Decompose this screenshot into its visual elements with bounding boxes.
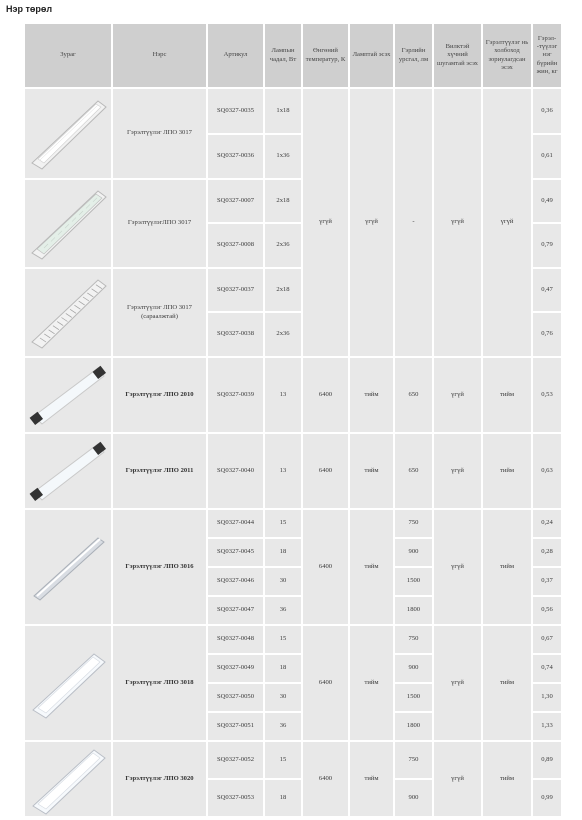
length-cell: 1500 [395,568,432,595]
length-cell: 900 [395,539,432,566]
with-lamp-cell: тийм [350,742,393,816]
tube-lamp-icon [28,358,108,432]
power-cell: 30 [265,568,301,595]
weight-cell: 0,79 [533,224,561,267]
length-cell: 900 [395,655,432,682]
table-row [25,626,561,653]
power-cell: 2x18 [265,269,301,311]
table-row [25,89,561,133]
with-lamp-cell: тийм [350,626,393,740]
color-temp-cell: үгүй [303,89,348,356]
weight-cell: 0,53 [533,358,561,432]
weight-cell: 0,28 [533,539,561,566]
weight-cell: 0,49 [533,180,561,222]
product-table [23,22,563,818]
switch-cell: үгүй [434,434,481,508]
table-row [25,742,561,778]
power-cell: 18 [265,780,301,816]
color-temp-cell: 6400 [303,510,348,624]
product-photo [25,510,111,624]
power-cell: 30 [265,684,301,711]
weight-cell: 0,24 [533,510,561,537]
header-weight: Гэрэл- -түүлэг нэг бүрийн жин, кг [533,24,561,87]
article-cell: SQ0327-0037 [208,269,263,311]
length-cell: 750 [395,626,432,653]
power-cell: 36 [265,597,301,624]
connector-cell: тийм [483,358,531,432]
article-cell: SQ0327-0053 [208,780,263,816]
product-name: Гэрэлтүүлэг ЛПО 3018 [113,626,206,740]
weight-cell: 0,36 [533,89,561,133]
header-name: Нэрс [113,24,206,87]
weight-cell: 0,99 [533,780,561,816]
product-name: ГэрэлтүүлэгЛПО 3017 [113,180,206,267]
connector-cell: үгүй [483,89,531,356]
length-cell: - [395,89,432,356]
grille-lamp-icon [28,276,108,350]
header-with-lamp: Ламптай эсэх [350,24,393,87]
product-name: Гэрэлтүүлэг ЛПО 2010 [113,358,206,432]
length-cell: 650 [395,434,432,508]
product-photo [25,180,111,267]
article-cell: SQ0327-0052 [208,742,263,778]
article-cell: SQ0327-0051 [208,713,263,740]
header-power: Лампын чадал, Вт [265,24,301,87]
article-cell: SQ0327-0036 [208,135,263,178]
switch-cell: үгүй [434,358,481,432]
weight-cell: 0,67 [533,626,561,653]
with-lamp-cell: үгүй [350,89,393,356]
length-cell: 900 [395,780,432,816]
weight-cell: 0,56 [533,597,561,624]
article-cell: SQ0327-0007 [208,180,263,222]
color-temp-cell: 6400 [303,626,348,740]
product-name: Гэрэлтүүлэг ЛПО 2011 [113,434,206,508]
weight-cell: 1,30 [533,684,561,711]
open-tube-lamp-icon [28,530,108,604]
switch-cell: үгүй [434,510,481,624]
length-cell: 1800 [395,713,432,740]
connector-cell: тийм [483,742,531,816]
diffuser-lamp-icon [28,646,108,720]
header-connector: Гэрэлтүүлэг нь холбоход зориулагдсан эсэх [483,24,531,87]
with-lamp-cell: тийм [350,358,393,432]
tube-lamp-icon [28,434,108,508]
switch-cell: үгүй [434,626,481,740]
weight-cell: 0,89 [533,742,561,778]
power-cell: 15 [265,742,301,778]
length-cell: 1500 [395,684,432,711]
product-photo [25,742,111,816]
product-name: Гэрэлтүүлэг ЛПО 3017 [113,89,206,178]
product-photo [25,358,111,432]
product-name: Гэрэлтүүлэг ЛПО 3016 [113,510,206,624]
article-cell: SQ0327-0045 [208,539,263,566]
weight-cell: 0,37 [533,568,561,595]
power-cell: 15 [265,510,301,537]
product-name: Гэрэлтүүлэг ЛПО 3017 (сараалжтай) [113,269,206,356]
header-article: Артикул [208,24,263,87]
article-cell: SQ0327-0038 [208,313,263,356]
article-cell: SQ0327-0039 [208,358,263,432]
table-row [25,434,561,508]
switch-cell: үгүй [434,89,481,356]
article-cell: SQ0327-0008 [208,224,263,267]
power-cell: 36 [265,713,301,740]
switch-cell: үгүй [434,742,481,816]
diffuser-lamp-icon [28,742,108,816]
header-length: Гэрлийн урсгал, лм [395,24,432,87]
prismatic-lamp-icon [28,187,108,261]
article-cell: SQ0327-0047 [208,597,263,624]
power-cell: 13 [265,358,301,432]
table-body [25,89,561,816]
power-cell: 2x36 [265,224,301,267]
power-cell: 15 [265,626,301,653]
length-cell: 650 [395,358,432,432]
weight-cell: 1,33 [533,713,561,740]
header-row [25,24,561,87]
louvered-lamp-icon [28,97,108,171]
power-cell: 2x36 [265,313,301,356]
article-cell: SQ0327-0035 [208,89,263,133]
product-photo [25,269,111,356]
table-row [25,510,561,537]
weight-cell: 0,76 [533,313,561,356]
with-lamp-cell: тийм [350,434,393,508]
page-title: Нэр төрөл [6,4,53,14]
product-photo [25,626,111,740]
power-cell: 1x18 [265,89,301,133]
product-name: Гэрэлтүүлэг ЛПО 3020 [113,742,206,816]
article-cell: SQ0327-0040 [208,434,263,508]
color-temp-cell: 6400 [303,358,348,432]
product-photo [25,89,111,178]
connector-cell: тийм [483,626,531,740]
weight-cell: 0,47 [533,269,561,311]
article-cell: SQ0327-0048 [208,626,263,653]
power-cell: 13 [265,434,301,508]
article-cell: SQ0327-0050 [208,684,263,711]
length-cell: 750 [395,510,432,537]
connector-cell: тийм [483,434,531,508]
article-cell: SQ0327-0049 [208,655,263,682]
article-cell: SQ0327-0046 [208,568,263,595]
length-cell: 1800 [395,597,432,624]
color-temp-cell: 6400 [303,742,348,816]
header-photo: Зураг [25,24,111,87]
power-cell: 18 [265,539,301,566]
power-cell: 1x36 [265,135,301,178]
weight-cell: 0,61 [533,135,561,178]
table-row [25,358,561,432]
power-cell: 18 [265,655,301,682]
with-lamp-cell: тийм [350,510,393,624]
power-cell: 2x18 [265,180,301,222]
connector-cell: тийм [483,510,531,624]
weight-cell: 0,74 [533,655,561,682]
article-cell: SQ0327-0044 [208,510,263,537]
weight-cell: 0,63 [533,434,561,508]
color-temp-cell: 6400 [303,434,348,508]
length-cell: 750 [395,742,432,778]
product-photo [25,434,111,508]
header-color-temp: Өнгөний температур, К [303,24,348,87]
header-switch: Вилктэй хүчний шугамтай эсэх [434,24,481,87]
